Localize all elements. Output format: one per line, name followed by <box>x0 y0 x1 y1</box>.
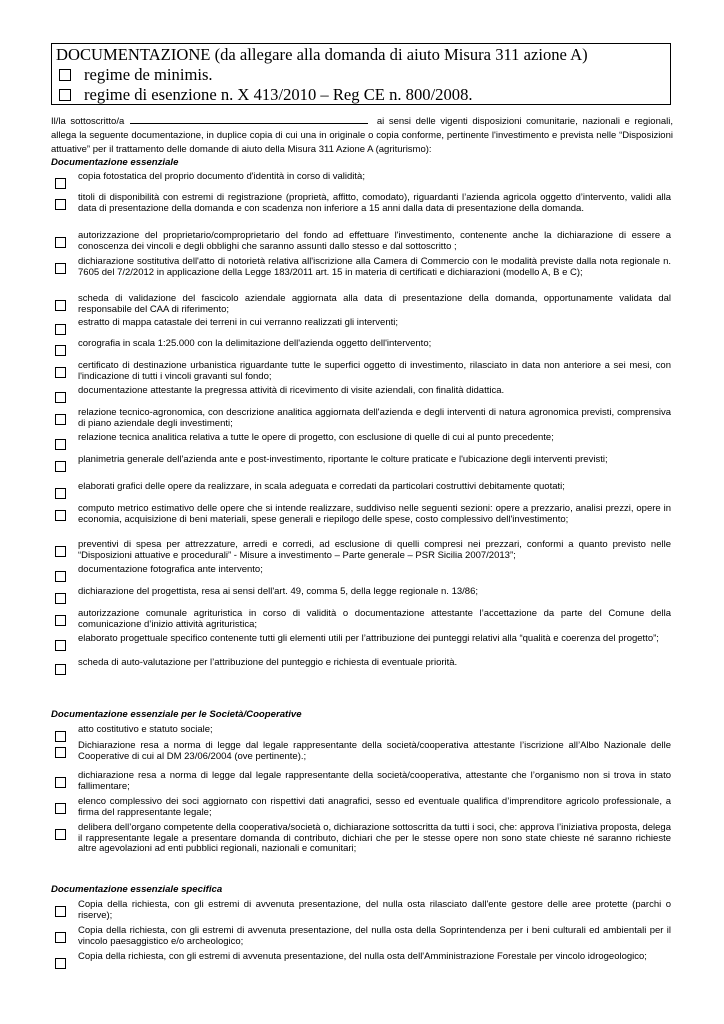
document-item <box>55 741 671 762</box>
document-item <box>55 540 671 561</box>
document-item <box>55 433 671 450</box>
document-item <box>55 565 671 582</box>
document-title: DOCUMENTAZIONE (da allegare alla domanda di aiuto Misura 311 azione A) <box>56 45 588 64</box>
document-header <box>51 43 671 105</box>
intro-text: ai sensi delle vigenti disposizioni comunitarie, nazionali e regionali, allega la seguente documentazione, in duplice copia di cui una in originale o copia conforme, pertinente l'investimento e prevista nelle “Disposizioni attuative” per il trattamento delle domande di aiuto della Misura 311 Azione A (agriturismo): <box>51 116 673 155</box>
item-checkbox[interactable] <box>55 488 66 499</box>
item-checkbox[interactable] <box>55 803 66 814</box>
item-checkbox[interactable] <box>55 178 66 189</box>
intro-prefix: Il/la sottoscritto/a <box>51 116 125 127</box>
item-text: dichiarazione del progettista, resa ai sensi dell'art. 49, comma 5, della legge regionale n. 13/86; <box>78 586 478 597</box>
item-text: copia fotostatica del proprio documento d'identità in corso di validità; <box>78 171 365 182</box>
item-text: atto costitutivo e statuto sociale; <box>78 724 213 735</box>
intro-paragraph <box>51 114 673 157</box>
item-checkbox[interactable] <box>55 640 66 651</box>
item-checkbox[interactable] <box>55 461 66 472</box>
item-text: autorizzazione comunale agrituristica in corso di validità o documentazione attestante l’accettazione da parte del Comune della comunicazione d’inizio attività agrituristica; <box>78 608 671 630</box>
document-item <box>55 339 671 356</box>
item-checkbox[interactable] <box>55 414 66 425</box>
item-text: dichiarazione sostitutiva dell'atto di notorietà relativa all'iscrizione alla Camera di Commercio con le modalità previste dalla nota regionale n. 7605 del 7/2/2012 in applicazione della Legge 183/2011 art. 15 in materia di certificati e dichiarazioni (modello A, B e C); <box>78 256 671 278</box>
document-item <box>55 455 671 472</box>
section-title: Documentazione essenziale per le Società/Cooperative <box>51 709 302 720</box>
document-item <box>55 482 671 499</box>
document-item <box>55 634 671 651</box>
header-option-esenzione <box>56 85 666 105</box>
checkbox-esenzione[interactable] <box>59 89 71 101</box>
checkbox-de-minimis[interactable] <box>59 69 71 81</box>
item-text: preventivi di spesa per attrezzature, arredi e corredi, ad esclusione di quelli compresi nei prezzari, conformi a quanto previsto nelle “Disposizioni attuative e procedurali” - Misure a investimento – Parte generale – PSR Sicilia 2007/2013”; <box>78 539 671 561</box>
item-checkbox[interactable] <box>55 615 66 626</box>
header-option-de-minimis <box>56 65 666 85</box>
item-checkbox[interactable] <box>55 300 66 311</box>
item-checkbox[interactable] <box>55 510 66 521</box>
item-text: Dichiarazione resa a norma di legge dal legale rappresentante della società/cooperativa attestante l’iscrizione all’Albo Nazionale delle Cooperative di cui al DM 23/06/2004 (ove pertinente).; <box>78 740 671 762</box>
name-blank-line[interactable] <box>130 114 368 124</box>
item-text: delibera dell’organo competente della cooperativa/società o, dichiarazione sottoscritta da tutti i soci, che: approva l’iniziativa proposta, delega il rappresentante legale a presentare domanda di contributo, dichiari che per le stesse opere non sono state chieste né saranno richieste altre agevolazioni ad enti pubblici regionali, nazionali e comunitari; <box>78 822 671 854</box>
item-text: titoli di disponibilità con estremi di registrazione (proprietà, affitto, comodato), riguardanti l’azienda agricola oggetto d’intervento, validi alla data di presentazione della domanda e con scadenza non inferiore a 15 anni dalla data di presentazione della domanda. <box>78 192 671 214</box>
document-item <box>55 318 671 335</box>
item-text: scheda di auto-valutazione per l’attribuzione del punteggio e richiesta di eventuale priorità. <box>78 657 458 668</box>
document-item <box>55 386 671 403</box>
option-label: regime de minimis. <box>84 65 213 84</box>
section-title: Documentazione essenziale <box>51 157 179 168</box>
document-item <box>55 926 671 947</box>
item-checkbox[interactable] <box>55 345 66 356</box>
option-label: regime di esenzione n. X 413/2010 – Reg CE n. 800/2008. <box>84 85 473 104</box>
item-text: autorizzazione del proprietario/comproprietario del fondo ad effettuare l'investimento, contenente anche la dichiarazione di essere a conoscenza dei vincoli e degli obblighi che saranno assunti dallo stesso e dal sottoscritto ; <box>78 230 671 252</box>
item-text: Copia della richiesta, con gli estremi di avvenuta presentazione, del nulla osta dell'Amministrazione Forestale per vincolo idrogeologico; <box>78 951 647 962</box>
item-checkbox[interactable] <box>55 546 66 557</box>
item-text: computo metrico estimativo delle opere che si intende realizzare, suddiviso nelle seguenti sezioni: opere a prezzario, analisi prezzi, opere in economia, acquisizione di beni materiali, spese generali e riepilogo delle spese, costo complessivo dell'investimento; <box>78 503 671 525</box>
item-text: dichiarazione resa a norma di legge dal legale rappresentante della società/cooperativa, attestante che l’organismo non si trova in stato fallimentare; <box>78 770 671 792</box>
item-checkbox[interactable] <box>55 747 66 758</box>
document-item <box>55 771 671 792</box>
document-item <box>55 231 671 252</box>
item-text: documentazione attestante la pregressa attività di ricevimento di visite aziendali, con finalità didattica. <box>78 385 505 396</box>
document-item <box>55 172 671 189</box>
item-text: documentazione fotografica ante intervento; <box>78 564 263 575</box>
item-checkbox[interactable] <box>55 958 66 969</box>
section-title: Documentazione essenziale specifica <box>51 884 223 895</box>
document-item <box>55 900 671 921</box>
item-text: planimetria generale dell'azienda ante e post-investimento, riportante le colture praticate e l'ubicazione degli interventi previsti; <box>78 454 608 465</box>
item-checkbox[interactable] <box>55 664 66 675</box>
document-item <box>55 408 671 429</box>
item-text: Copia della richiesta, con gli estremi di avvenuta presentazione, del nulla osta della Soprintendenza per i beni culturali ed ambientali per il vincolo paesaggistico e/o archeologico; <box>78 925 671 947</box>
item-checkbox[interactable] <box>55 324 66 335</box>
document-item <box>55 658 671 675</box>
item-checkbox[interactable] <box>55 829 66 840</box>
item-text: relazione tecnica analitica relativa a tutte le opere di progetto, con esclusione di quelle di cui al punto precedente; <box>78 432 554 443</box>
document-item <box>55 504 671 525</box>
document-item <box>55 797 671 818</box>
item-text: relazione tecnico-agronomica, con descrizione analitica aggiornata dell'azienda e degli interventi di natura agronomica previsti, comprensiva di piano aziendale degli investimenti; <box>78 407 671 429</box>
document-item <box>55 952 671 969</box>
item-text: elenco complessivo dei soci aggiornato con rispettivi dati anagrafici, sesso ed eventuale qualifica d’imprenditore agricolo professionale, a firma del rappresentante legale; <box>78 796 671 818</box>
item-checkbox[interactable] <box>55 932 66 943</box>
item-checkbox[interactable] <box>55 199 66 210</box>
item-text: corografia in scala 1:25.000 con la delimitazione dell'azienda oggetto dell'intervento; <box>78 338 432 349</box>
item-text: certificato di destinazione urbanistica riguardante tutte le superfici oggetto di investimento, rilasciato in data non anteriore a sei mesi, con l'indicazione di tutti i vincoli gravanti sul fondo; <box>78 360 671 382</box>
item-checkbox[interactable] <box>55 367 66 378</box>
item-checkbox[interactable] <box>55 593 66 604</box>
document-item <box>55 361 671 382</box>
item-checkbox[interactable] <box>55 392 66 403</box>
item-checkbox[interactable] <box>55 777 66 788</box>
document-item <box>55 294 671 315</box>
item-text: elaborati grafici delle opere da realizzare, in scala adeguata e corredati da particolari costruttivi debitamente quotati; <box>78 481 565 492</box>
document-item <box>55 587 671 604</box>
document-item <box>55 823 671 855</box>
document-item <box>55 257 671 278</box>
item-checkbox[interactable] <box>55 439 66 450</box>
item-text: scheda di validazione del fascicolo aziendale aggiornata alla data di presentazione della domanda, opportunamente validata dal responsabile del CAA di riferimento; <box>78 293 671 315</box>
item-checkbox[interactable] <box>55 571 66 582</box>
item-checkbox[interactable] <box>55 237 66 248</box>
item-text: elaborato progettuale specifico contenente tutti gli elementi utili per l’attribuzione dei punteggi relativi alla “qualità e coerenza del progetto”; <box>78 633 659 644</box>
item-text: estratto di mappa catastale dei terreni in cui verranno realizzati gli interventi; <box>78 317 398 328</box>
item-text: Copia della richiesta, con gli estremi di avvenuta presentazione, del nulla osta rilasciato dall'ente gestore delle aree protette (parchi o riserve); <box>78 899 671 921</box>
item-checkbox[interactable] <box>55 906 66 917</box>
document-item <box>55 193 671 214</box>
item-checkbox[interactable] <box>55 263 66 274</box>
document-item <box>55 609 671 630</box>
